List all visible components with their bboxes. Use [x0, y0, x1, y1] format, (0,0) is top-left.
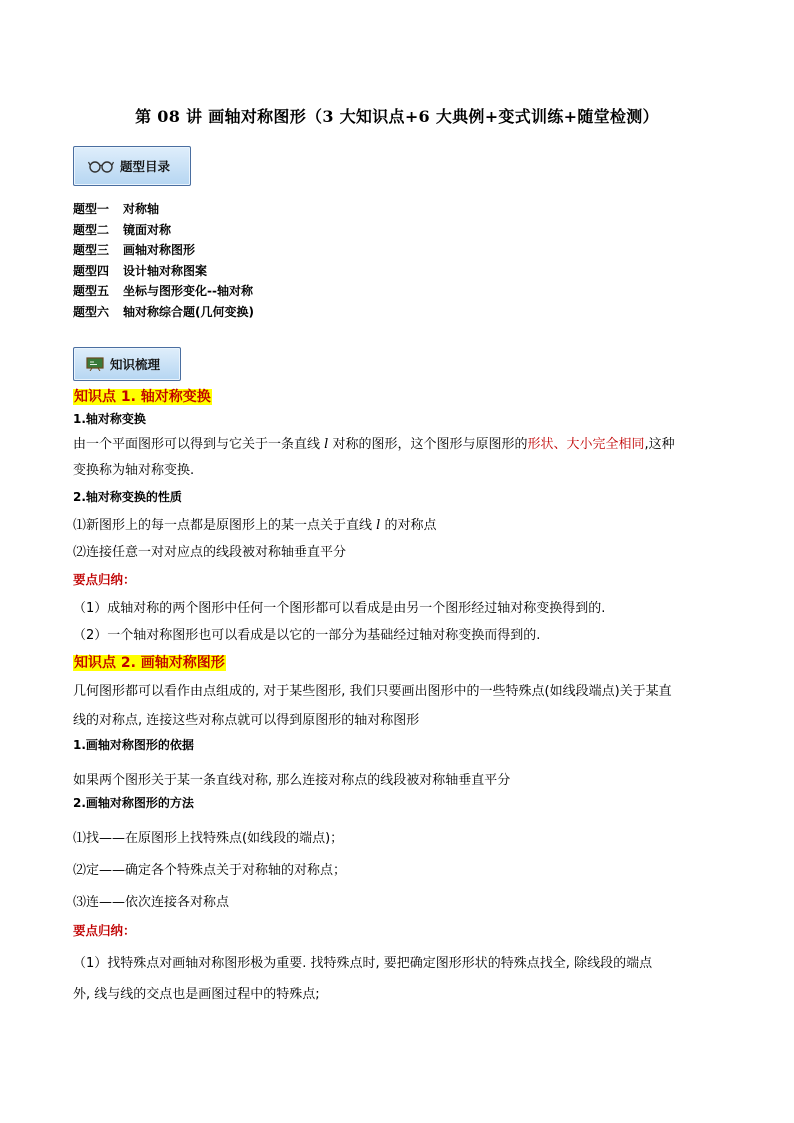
page-title: 第 08 讲 画轴对称图形（3 大知识点+6 大典例+变式训练+随堂检测）: [135, 107, 659, 126]
kp1-key-points-title: 要点归纳：: [73, 572, 136, 587]
tixing-catalog-button[interactable]: [73, 146, 191, 186]
toc-item[interactable]: 题型一 对称轴: [73, 202, 160, 216]
kp1-section2-title: 2.轴对称变换的性质: [73, 490, 182, 504]
knowledge-summary-label: 知识梳理: [110, 357, 161, 372]
toc-item[interactable]: 题型四 设计轴对称图案: [73, 263, 208, 278]
toc-item[interactable]: 题型六 轴对称综合题(几何变换): [73, 304, 254, 319]
kp2-key-point-1-line1: （1）找特殊点对画轴对称图形极为重要. 找特殊点时, 要把确定图形形状的特殊点找全, 除线段的端点: [73, 956, 653, 971]
blackboard-icon: [86, 357, 104, 371]
toc-item[interactable]: 题型三 画轴对称图形: [73, 243, 196, 258]
highlight-text: 形状、大小完全相同: [527, 437, 645, 452]
kp1-key-point-2: （2）一个轴对称图形也可以看成是以它的一部分为基础经过轴对称变换而得到的.: [73, 628, 541, 643]
kp1-heading: 知识点 1. 轴对称变换: [74, 389, 211, 405]
type-catalog-list: [73, 199, 254, 323]
kp1-key-point-1: （1）成轴对称的两个图形中任何一个图形都可以看成是由另一个图形经过轴对称变换得到的.: [73, 601, 606, 616]
kp1-section1-para-line2: 变换称为轴对称变换.: [73, 463, 195, 478]
toc-item[interactable]: 题型五 坐标与图形变化--轴对称: [73, 284, 253, 299]
kp2-section1-para: 如果两个图形关于某一条直线对称, 那么连接对称点的线段被对称轴垂直平分: [73, 773, 511, 788]
kp1-section1-title: 1.轴对称变换: [73, 412, 146, 426]
kp2-key-points-title: 要点归纳：: [73, 923, 136, 938]
kp2-key-point-1-line2: 外, 线与线的交点也是画图过程中的特殊点;: [73, 987, 320, 1002]
kp2-para-line1: 几何图形都可以看作由点组成的, 对于某些图形, 我们只要画出图形中的一些特殊点(如线段端点)关于某直: [73, 684, 672, 699]
kp1-section1-para-line1: 由一个平面图形可以得到与它关于一条直线 l 对称的图形，这个图形与原图形的形状、大小完全相同,这种: [73, 437, 675, 452]
kp2-method-1: ⑴找——在原图形上找特殊点(如线段的端点)；: [73, 831, 344, 846]
kp2-method-2: ⑵定——确定各个特殊点关于对称轴的对称点；: [73, 863, 347, 878]
glasses-icon: [88, 159, 114, 173]
kp2-section1-title: 1.画轴对称图形的依据: [73, 738, 194, 752]
kp2-section2-title: 2.画轴对称图形的方法: [73, 796, 194, 810]
kp2-para-line2: 线的对称点, 连接这些对称点就可以得到原图形的轴对称图形: [73, 713, 420, 728]
kp1-property-2: ⑵连接任意一对对应点的线段被对称轴垂直平分: [73, 545, 347, 560]
toc-item[interactable]: 题型二 镜面对称: [73, 222, 172, 237]
kp1-property-1: ⑴新图形上的每一点都是原图形上的某一点关于直线 l 的对称点: [73, 518, 437, 533]
kp2-heading: 知识点 2. 画轴对称图形: [74, 655, 225, 671]
knowledge-summary-button[interactable]: [73, 347, 181, 381]
kp2-method-3: ⑶连——依次连接各对称点: [73, 895, 230, 910]
tixing-catalog-label: 题型目录: [120, 159, 171, 174]
